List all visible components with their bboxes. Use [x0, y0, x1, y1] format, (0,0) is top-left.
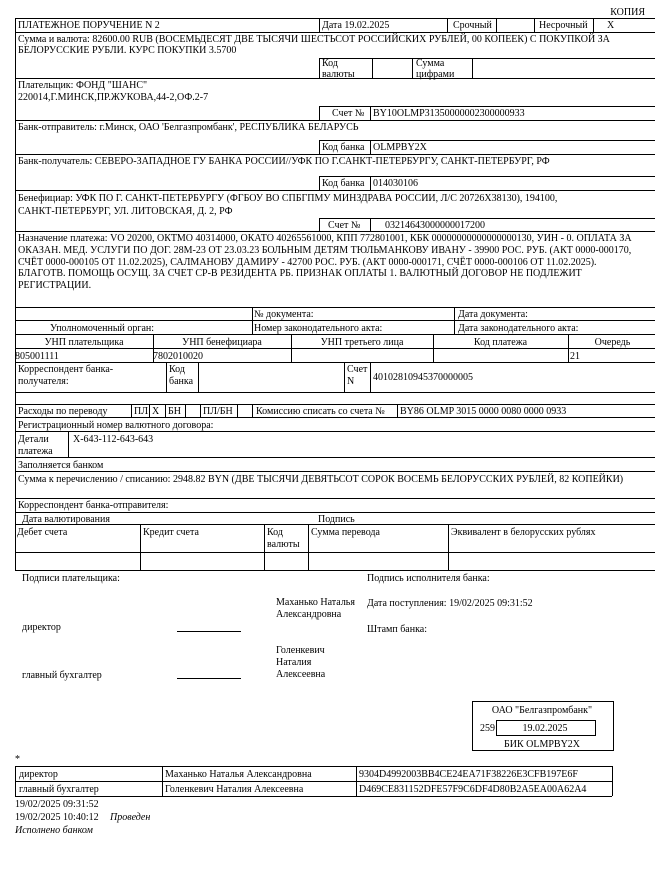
commission-label: Комиссию списать со счета № [256, 406, 385, 417]
unp-payer-header: УНП плательщика [44, 337, 124, 348]
authority-label: Уполномоченный орган: [50, 323, 155, 334]
doc-number-label: № документа: [254, 309, 314, 320]
document-title: ПЛАТЕЖНОЕ ПОРУЧЕНИЕ N 2 [18, 20, 160, 31]
payment-code-header: Код платежа [473, 337, 528, 348]
urgent-label: Срочный [453, 20, 492, 31]
reg-number-label: Регистрационный номер валютного договора: [18, 420, 214, 431]
act-number-label: Номер законодательного акта: [254, 323, 383, 334]
payer-name: Плательщик: ФОНД "ШАНС" [18, 80, 148, 91]
correspondent-bank-code-label: Код банка [169, 364, 194, 387]
document-date: Дата 19.02.2025 [322, 20, 390, 31]
receiver-bank-code-label: Код банка [322, 178, 365, 189]
footer-timestamp-2: 19/02/2025 10:40:12 [15, 812, 99, 823]
stamp-date: 19.02.2025 [522, 723, 568, 734]
ecp-key: 9304D4992003BB4CE24EA71F38226E3CFB197E6F [359, 769, 578, 780]
sender-bank-code: OLMPBY2X [373, 142, 427, 153]
sender-bank-code-label: Код банка [322, 142, 365, 153]
received-date: Дата поступления: 19/02/2025 09:31:52 [367, 598, 533, 609]
beneficiary-line1: Бенефициар: УФК ПО Г. САНКТ-ПЕТЕРБУРГУ (ФГБОУ ВО СПБГПМУ МИНЗДРАВА РОССИИ, Л/С 20726Х38130), 194100, [18, 193, 558, 204]
expense-option-pl: ПЛ [134, 406, 149, 417]
footer-status-conducted: Проведен [110, 812, 151, 823]
payer-account-label: Счет № [332, 108, 365, 119]
sender-correspondent-label: Корреспондент банка-отправителя: [18, 500, 169, 511]
details-value: X-643-112-643-643 [73, 434, 154, 445]
receiver-bank-code: 014030106 [373, 178, 418, 189]
value-date-label: Дата валютирования [22, 514, 110, 525]
footer-status-executed: Исполнено банком [15, 825, 93, 836]
asterisk-mark: * [15, 754, 20, 765]
payer-signatures-label: Подписи плательщика: [22, 573, 120, 584]
currency-code-col-label: Код валюты [267, 527, 300, 550]
accountant-label: главный бухгалтер [22, 670, 102, 681]
unp-benef: 7802010020 [153, 351, 203, 362]
stamp-number: 259 [480, 723, 495, 734]
commission-account: BY86 OLMP 3015 0000 0080 0000 0933 [400, 406, 567, 417]
beneficiary-account-label: Счет № [328, 220, 361, 231]
sum-digits-label: Сумма цифрами [416, 58, 455, 81]
debit-label: Дебет счета [17, 527, 68, 538]
copy-label: КОПИЯ [610, 7, 645, 18]
expense-option-plbn: ПЛ/БН [203, 406, 233, 417]
stamp-label: Штамп банка: [367, 624, 427, 635]
ecp-role: директор [19, 769, 58, 780]
bank-filled-label: Заполняется банком [18, 460, 104, 471]
expense-option-pl-mark: X [152, 406, 160, 417]
accountant-name: Голенкевич Наталия Алексеевна [276, 645, 326, 680]
beneficiary-line2: САНКТ-ПЕТЕРБУРГ, УЛ. ЛИТОВСКАЯ, Д. 2, РФ [18, 206, 233, 217]
receiver-bank: Банк-получатель: СЕВЕРО-ЗАПАДНОЕ ГУ БАНКА РОССИИ//УФК ПО Г.САНКТ-ПЕТЕРБУРГУ, САНКТ-ПЕТЕРБУРГ, РФ [18, 156, 550, 167]
sender-bank: Банк-отправитель: г.Минск, ОАО 'Белгазпромбанк', РЕСПУБЛИКА БЕЛАРУСЬ [18, 122, 359, 133]
correspondent-account: 40102810945370000005 [373, 372, 473, 383]
unp-payer: 805001111 [15, 351, 59, 362]
footer-timestamp-1: 19/02/2025 09:31:52 [15, 799, 99, 810]
payment-purpose: Назначение платежа: VO 20200, ОКТМО 40314000, ОКАТО 40265561000, КПП 772801001, КБК 00000000000000000130, УИН - 0. ОПЛАТА ЗА ОКАЗАН. МЕД. УСЛУГИ ПО ДОГ. 28М-23 ОТ 23.03.23 БОЛЬНЫМ ДЕТЯМ ТЮЛЬМАНКОВУ ИВАНУ - 39900 РОС. РУБ. (АКТ 0000-000170, СЧЁТ 0000-000105 ОТ 11.02.2025), САЛМАНОВУ ДАМИРУ - 42700 РОС. РУБ. (АКТ 0000-000171, СЧЁТ 0000-000106 ОТ 11.02.2025). БЛАГОТВ. ПОМОЩЬ ОСУЩ. ЗА СЧЕТ СР-В РЕЗИДЕНТА РБ. ПРИЗНАК ОПЛАТЫ 1. ВАЛЮТНЫЙ ДОГОВОР НЕ ПОДЛЕЖИТ РЕГИСТРАЦИИ. [18, 233, 632, 292]
queue-header: Очередь [594, 337, 631, 348]
ecp-name: Маханько Наталья Александровна [165, 769, 312, 780]
stamp-bank-name: ОАО "Белгазпромбанк" [491, 705, 593, 716]
beneficiary-account: 03214643000000017200 [385, 220, 485, 231]
amount-text: Сумма и валюта: 82600.00 RUB (ВОСЕМЬДЕСЯТ ДВЕ ТЫСЯЧИ ШЕСТЬСОТ РОССИЙСКИХ РУБЛЕЙ, 00 КОПЕЕК) С ПОКУПКОЙ ЗА БЕЛОРУССКИЕ РУБЛИ. КУРС ПОКУПКИ 3.5700 [18, 34, 610, 57]
nonurgent-label: Несрочный [539, 20, 588, 31]
ecp-key: D469CE831152DFE57F9C6DF4D80B2A5EA00A62A4 [359, 784, 587, 795]
currency-code-label: Код валюты [322, 58, 355, 81]
director-label: директор [22, 622, 61, 633]
doc-date-label: Дата документа: [458, 309, 528, 320]
ecp-name: Голенкевич Наталия Алексеевна [165, 784, 304, 795]
nonurgent-mark: X [607, 20, 615, 31]
details-label: Детали платежа [18, 434, 53, 457]
signature-label: Подпись [318, 514, 355, 525]
payer-account: BY10OLMP31350000002300000933 [373, 108, 525, 119]
bank-signature-label: Подпись исполнителя банка: [367, 573, 490, 584]
unp-benef-header: УНП бенефициара [182, 337, 262, 348]
transfer-amount: Сумма к перечислению / списанию: 2948.82 BYN (ДВЕ ТЫСЯЧИ ДЕВЯТЬСОТ СОРОК ВОСЕМЬ БЕЛОРУССКИХ РУБЛЕЙ, 82 КОПЕЙКИ) [18, 474, 624, 485]
queue-value: 21 [570, 351, 580, 362]
correspondent-account-label: Счет N [347, 364, 368, 387]
act-date-label: Дата законодательного акта: [458, 323, 579, 334]
stamp-bic: БИК OLMPBY2X [503, 739, 581, 750]
payer-address: 220014,Г.МИНСК,ПР.ЖУКОВА,44-2,ОФ.2-7 [18, 92, 209, 103]
ecp-role: главный бухгалтер [19, 784, 99, 795]
correspondent-label: Корреспондент банка-получателя: [18, 364, 114, 387]
expenses-label: Расходы по переводу [18, 406, 108, 417]
unp-third-header: УНП третьего лица [320, 337, 404, 348]
director-name: Маханько Наталья Александровна [276, 597, 355, 620]
expense-option-bn: БН [168, 406, 181, 417]
transfer-sum-label: Сумма перевода [311, 527, 380, 538]
equivalent-label: Эквивалент в белорусских рублях [451, 527, 596, 538]
credit-label: Кредит счета [143, 527, 199, 538]
